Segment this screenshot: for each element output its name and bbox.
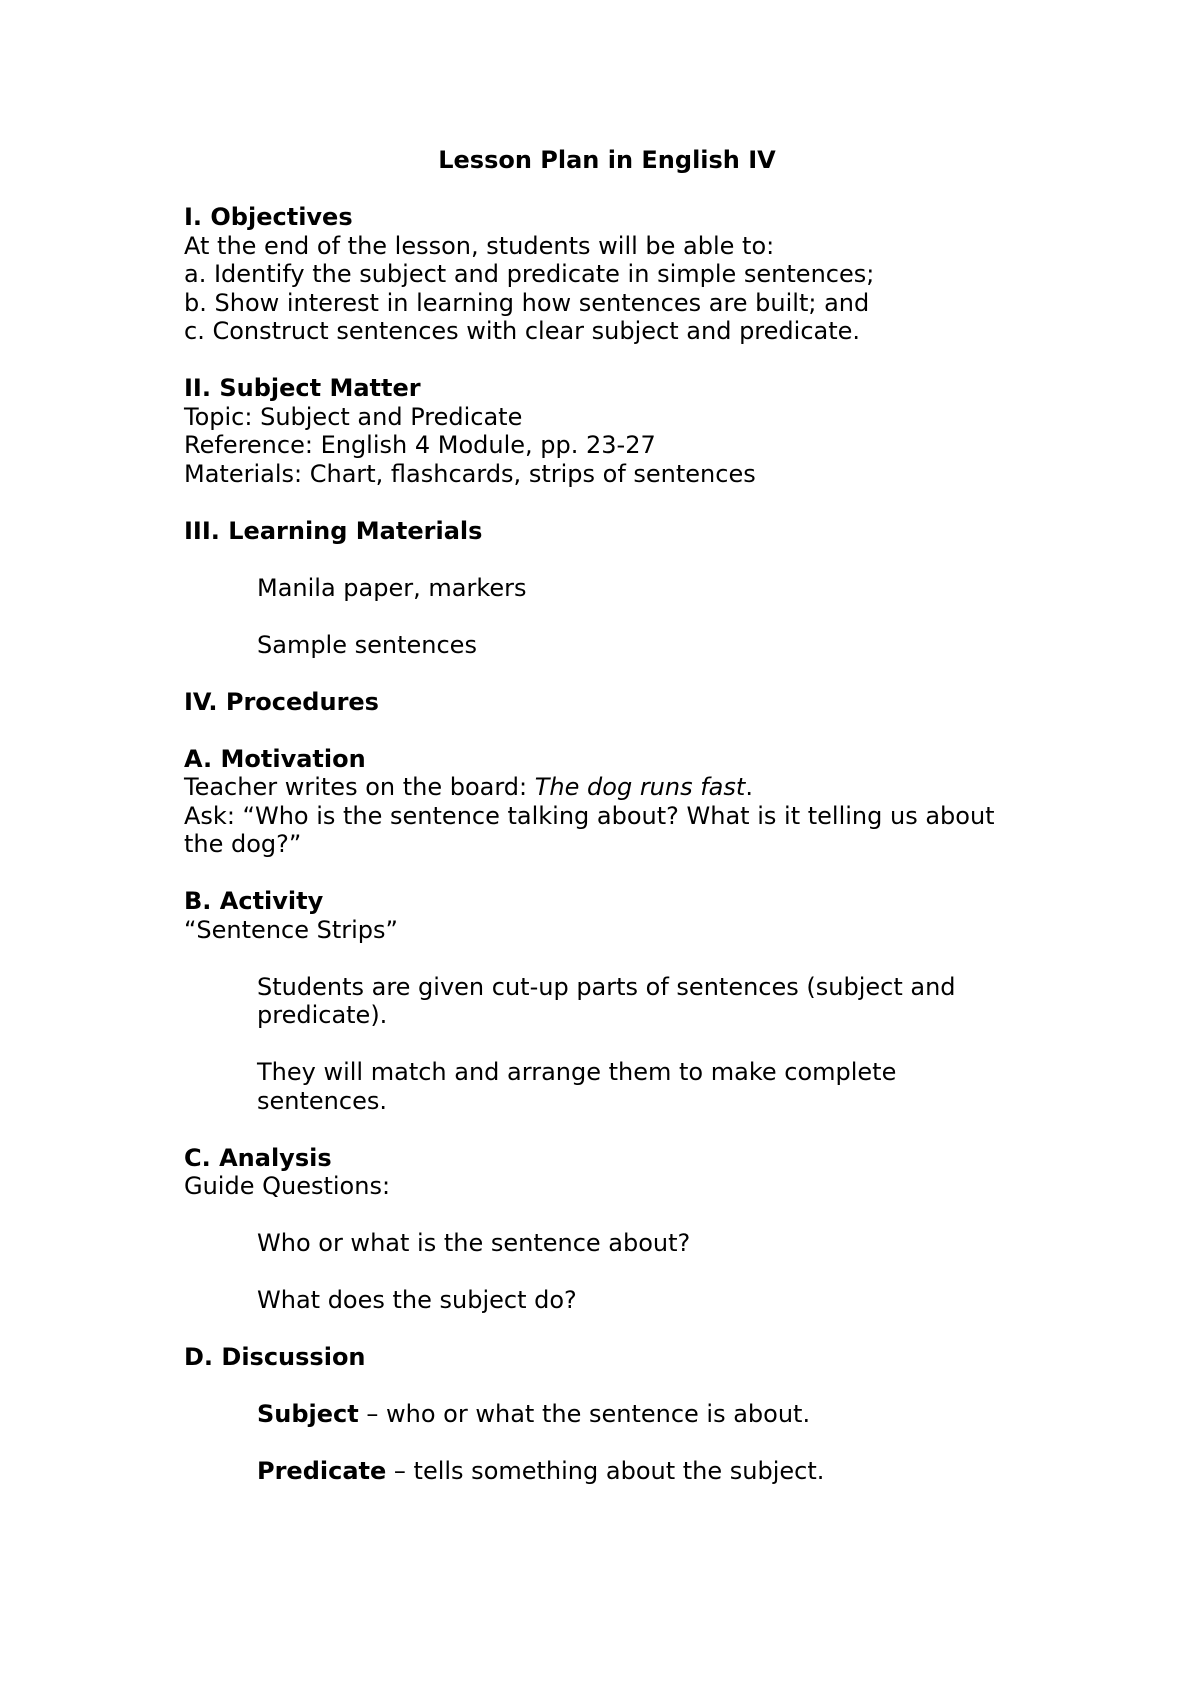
subject-matter-topic: Topic: Subject and Predicate <box>184 402 523 431</box>
discussion-item <box>257 1400 1044 1429</box>
motivation-teacher-prefix: Teacher writes on the board: <box>184 773 535 801</box>
discussion-definition: – tells something about the subject. <box>386 1457 825 1485</box>
learning-material-item: Sample sentences <box>257 630 477 659</box>
procedures-heading: IV. Procedures <box>184 687 379 716</box>
activity-heading: B. Activity <box>184 887 324 915</box>
objective-item: a. Identify the subject and predicate in simple sentences; <box>184 260 875 288</box>
analysis-heading: C. Analysis <box>184 1143 332 1172</box>
subject-matter-materials: Materials: Chart, flashcards, strips of sentences <box>184 459 756 488</box>
subject-matter-heading: II. Subject Matter <box>184 374 421 402</box>
motivation-ask-line-continued: the dog?” <box>184 830 302 858</box>
document-title: Lesson Plan in English IV <box>438 146 776 174</box>
motivation-board-sentence: The dog runs fast <box>534 773 746 801</box>
activity-name: “Sentence Strips” <box>184 915 398 944</box>
discussion-term: Subject <box>257 1400 359 1428</box>
lesson-plan-document <box>184 146 1044 1486</box>
objective-item: b. Show interest in learning how sentences are built; and <box>184 288 870 317</box>
learning-materials-heading: III. Learning Materials <box>184 516 483 545</box>
activity-item-line: predicate). <box>257 1001 388 1029</box>
motivation-teacher-line <box>184 773 1044 802</box>
objective-item: c. Construct sentences with clear subject and predicate. <box>184 317 861 345</box>
discussion-definition: – who or what the sentence is about. <box>358 1400 811 1428</box>
motivation-teacher-suffix: . <box>745 773 753 801</box>
learning-material-item: Manila paper, markers <box>257 573 527 602</box>
subject-matter-reference: Reference: English 4 Module, pp. 23-27 <box>184 431 656 459</box>
activity-item <box>257 973 1044 1030</box>
objectives-heading: I. Objectives <box>184 203 353 231</box>
activity-item-line: Students are given cut-up parts of sentences (subject and <box>257 972 956 1001</box>
analysis-intro: Guide Questions: <box>184 1172 391 1200</box>
discussion-term: Predicate <box>257 1457 387 1485</box>
guide-question: Who or what is the sentence about? <box>257 1229 691 1257</box>
activity-item-line: They will match and arrange them to make complete <box>257 1058 897 1086</box>
motivation-ask-line: Ask: “Who is the sentence talking about? What is it telling us about <box>184 801 995 830</box>
guide-question: What does the subject do? <box>257 1286 577 1314</box>
activity-item-line: sentences. <box>257 1086 387 1115</box>
activity-item <box>257 1058 1044 1115</box>
discussion-heading: D. Discussion <box>184 1343 366 1371</box>
objectives-intro: At the end of the lesson, students will be able to: <box>184 231 775 260</box>
discussion-item <box>257 1457 1044 1486</box>
motivation-heading: A. Motivation <box>184 744 366 773</box>
